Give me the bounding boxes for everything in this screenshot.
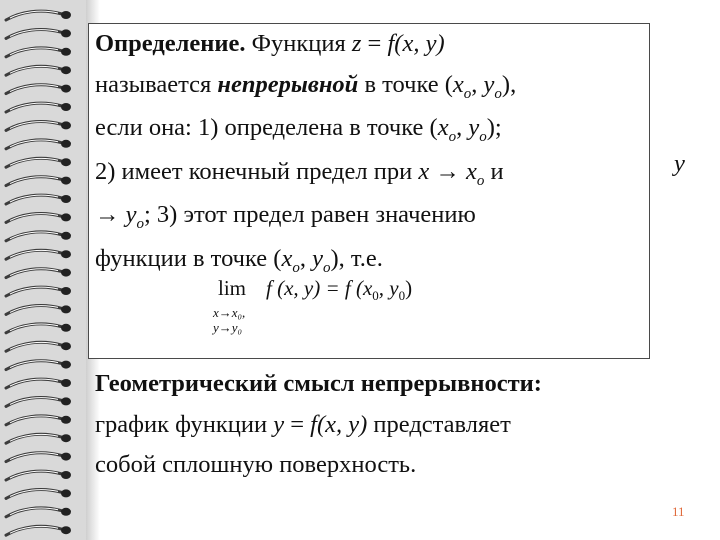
binding-ring [6,489,71,498]
lim-subscript-x: x→x₀, [213,305,246,320]
definition-line-5: → $y_o$; 3) этот предел равен значению [95,201,476,232]
geometric-meaning [95,364,655,486]
binding-ring [6,232,71,241]
binding-ring [6,379,71,388]
binding-ring [6,140,71,149]
emphasis-continuous: непрерывной [217,70,359,98]
binding-ring [6,342,71,351]
binding-ring [6,434,71,443]
binding-ring [6,361,71,370]
definition-term: Определение. [95,30,246,57]
spiral-binding [0,0,100,540]
binding-ring [6,397,71,406]
geometric-line-2: график функции y = f(x, y) представляет [95,410,511,438]
binding-ring [6,416,71,425]
lim-subscript-y: y→y₀ [213,320,243,335]
binding-ring [6,158,71,167]
binding-ring [6,48,71,57]
limit-formula [210,272,510,342]
formula-expression: f (x, y) = f ($x_0$, $y_0$) [266,276,413,303]
binding-ring [6,195,71,204]
binding-ring [6,29,71,38]
definition-line-6: функции в точке ($x_o$, $y_o$), т.е. [95,244,383,276]
binding-ring [6,103,71,112]
definition-line-4: 2) имеет конечный предел при $x \to x_o$ и [95,157,504,189]
lim-operator: lim [218,276,247,300]
definition-line-1: Определение. Функция z = f(x, y) [95,30,445,57]
binding-ring [6,213,71,222]
binding-ring [6,85,71,94]
binding-ring [6,66,71,75]
definition-text [95,24,655,282]
binding-ring [6,287,71,296]
binding-ring [6,526,71,535]
overflow-variable-y: y [674,150,685,177]
geometric-line-3: собой сплошную поверхность. [95,451,417,478]
binding-ring [6,305,71,314]
binding-ring [6,269,71,278]
binding-ring [6,471,71,480]
binding-ring [6,121,71,130]
binding-ring [6,453,71,462]
binding-ring [6,11,71,20]
binding-ring [6,508,71,517]
definition-line-2: называется непрерывной в точке ($x_o$, $y_o$), [95,70,517,102]
definition-line-3: если она: 1) определена в точке ($x_o$, $y_o$); [95,114,502,145]
binding-ring [6,250,71,259]
binding-ring [6,324,71,333]
binding-ring [6,177,71,186]
geometric-heading: Геометрический смысл непрерывности: [95,370,542,397]
page-number: 11 [672,504,685,519]
